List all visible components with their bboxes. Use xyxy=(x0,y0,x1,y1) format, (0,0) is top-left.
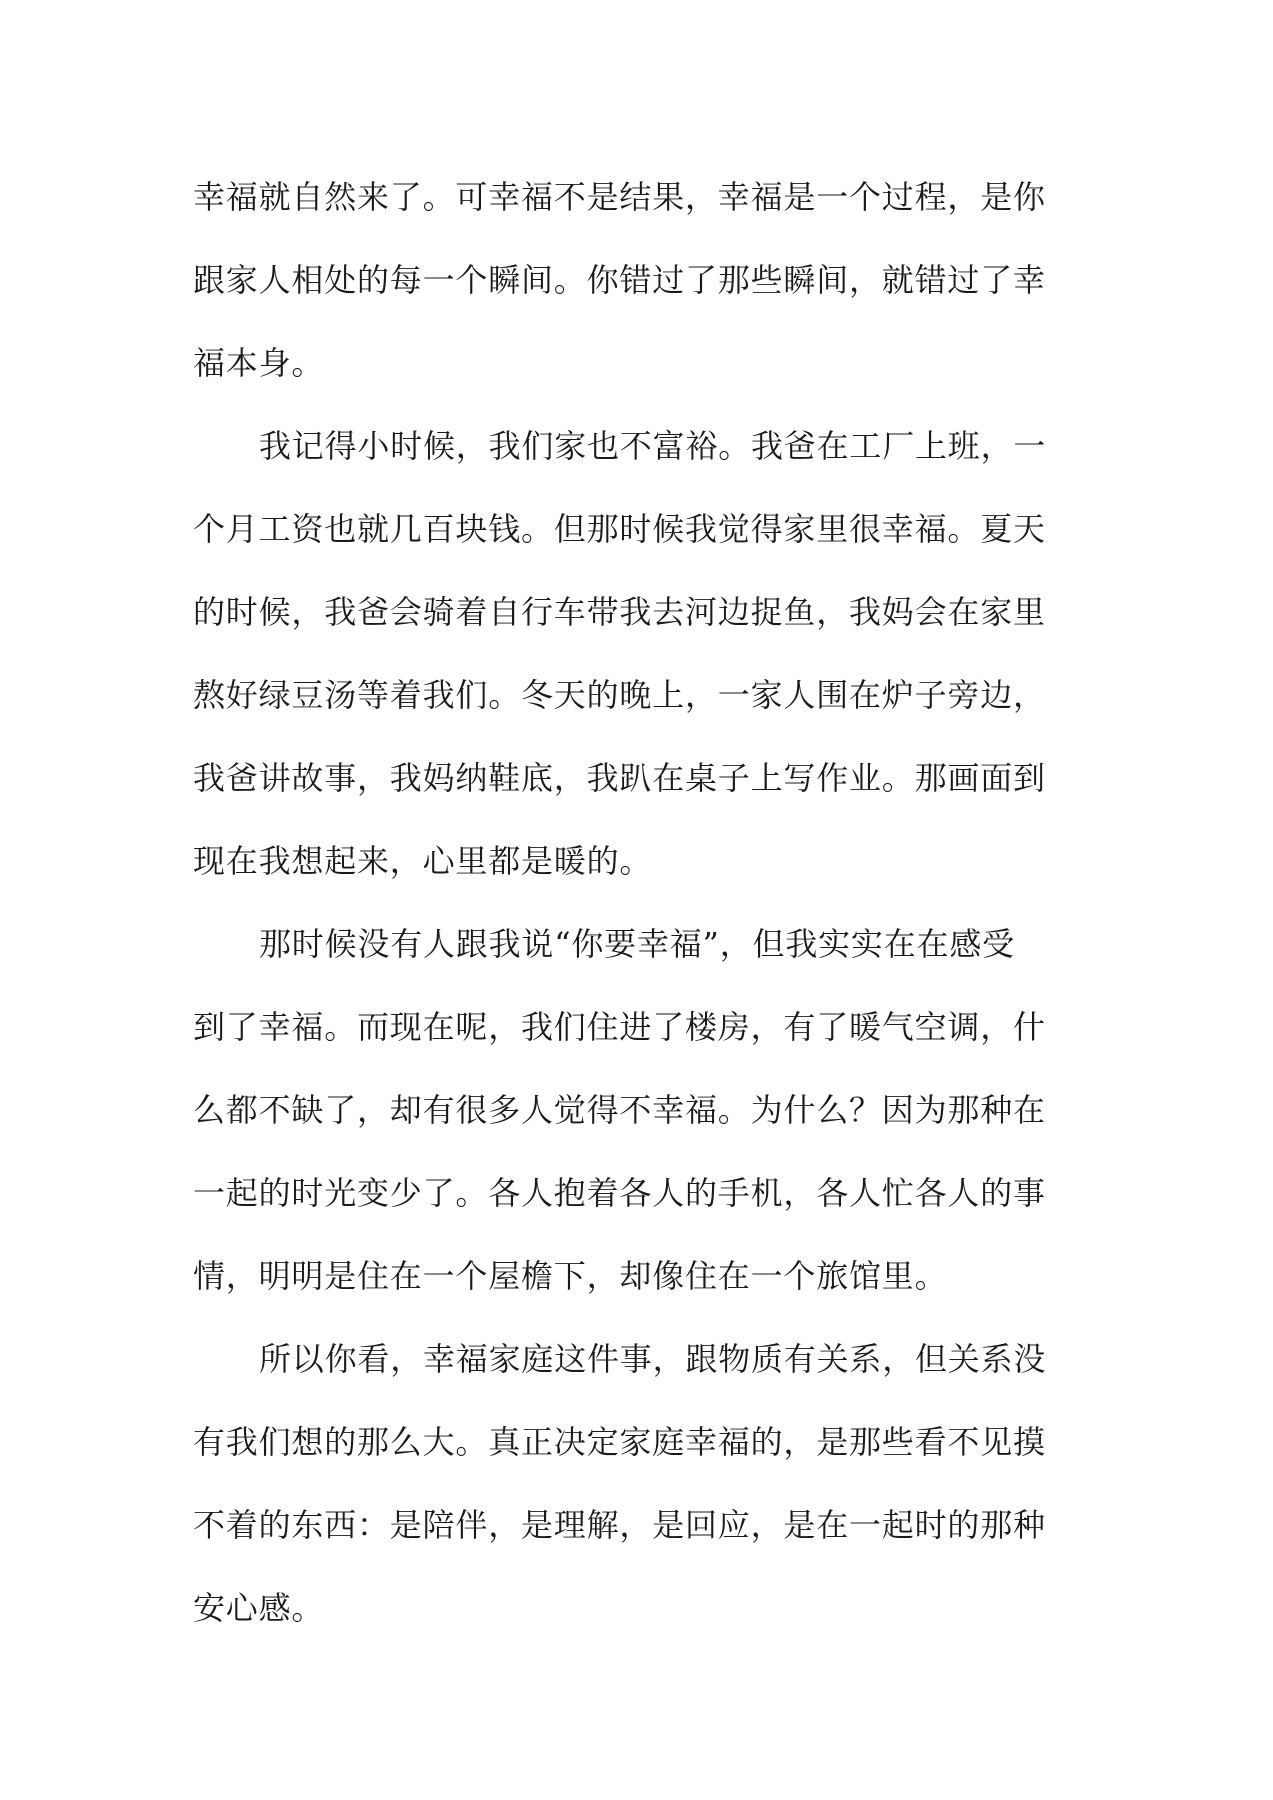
text-line: 一起的时光变少了。各人抱着各人的手机，各人忙各人的事 xyxy=(193,1174,1046,1212)
text-line: 安心感。 xyxy=(193,1589,325,1627)
text-line: 幸福就自然来了。可幸福不是结果，幸福是一个过程，是你 xyxy=(193,178,1046,216)
text-line: 不着的东西：是陪伴，是理解，是回应，是在一起时的那种 xyxy=(193,1506,1046,1544)
text-line: 么都不缺了，却有很多人觉得不幸福。为什么？因为那种在 xyxy=(193,1091,1046,1129)
text-line: 福本身。 xyxy=(193,344,325,382)
paragraph xyxy=(193,414,1083,912)
paragraph xyxy=(193,165,1083,414)
text-line: 我爸讲故事，我妈纳鞋底，我趴在桌子上写作业。那画面到 xyxy=(193,759,1046,797)
text-line: 的时候，我爸会骑着自行车带我去河边捉鱼，我妈会在家里 xyxy=(193,593,1046,631)
text-line: 我记得小时候，我们家也不富裕。我爸在工厂上班，一 xyxy=(259,427,1047,465)
text-line: 跟家人相处的每一个瞬间。你错过了那些瞬间，就错过了幸 xyxy=(193,261,1046,299)
text-line: 那时候没有人跟我说“你要幸福”，但我实实在在感受 xyxy=(259,925,1015,963)
text-line: 熬好绿豆汤等着我们。冬天的晚上，一家人围在炉子旁边， xyxy=(193,676,1046,714)
text-line: 所以你看，幸福家庭这件事，跟物质有关系，但关系没 xyxy=(259,1340,1047,1378)
text-line: 现在我想起来，心里都是暖的。 xyxy=(193,842,653,880)
paragraph xyxy=(193,1327,1083,1659)
text-line: 情，明明是住在一个屋檐下，却像住在一个旅馆里。 xyxy=(193,1257,948,1295)
paragraph xyxy=(193,912,1083,1327)
text-line: 个月工资也就几百块钱。但那时候我觉得家里很幸福。夏天 xyxy=(193,510,1046,548)
text-line: 到了幸福。而现在呢，我们住进了楼房，有了暖气空调，什 xyxy=(193,1008,1046,1046)
text-line: 有我们想的那么大。真正决定家庭幸福的，是那些看不见摸 xyxy=(193,1423,1046,1461)
document-body xyxy=(193,165,1083,1659)
